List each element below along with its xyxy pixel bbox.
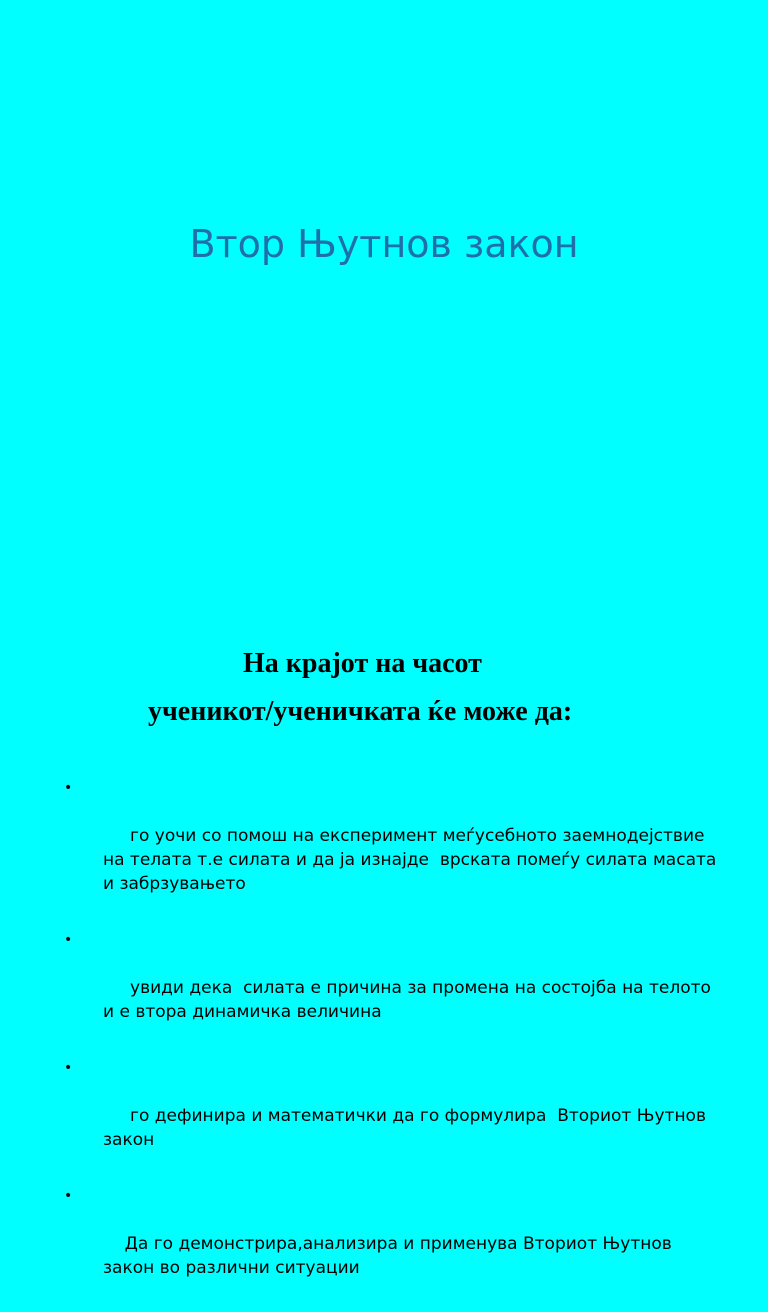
objectives-heading-line-2: ученикот/ученичката ќе може да: <box>148 696 573 727</box>
list-item-text: го дефинира и математички да го формулира Вториот Њутнов закон <box>103 1106 712 1150</box>
list-item <box>0 928 768 1048</box>
bullet-icon: • <box>64 1060 73 1076</box>
bullet-icon: • <box>64 780 73 796</box>
list-item-text: Да го демонстрира,анализира и применува Вториот Њутнов закон во различни ситуации <box>103 1234 678 1278</box>
list-item-text: увиди дека силата е причина за промена на состојба на телото и е втора динамичка величина <box>103 978 717 1022</box>
list-item <box>0 776 768 920</box>
list-item <box>0 1184 768 1304</box>
list-item <box>0 1056 768 1176</box>
objectives-heading <box>0 640 768 736</box>
objectives-heading-line-1: На крајот на часот <box>243 648 482 679</box>
bullet-icon: • <box>64 1188 73 1204</box>
bullet-icon: • <box>64 932 73 948</box>
list-item-text: го уочи со помош на експеримент меѓусебното заемнодејствие на телата т.е силата и да ја изнајде врската помеѓу силата масата и забрзувањето <box>103 826 722 894</box>
objectives-list <box>0 776 768 1312</box>
slide-title: Втор Њутнов закон <box>189 222 579 266</box>
